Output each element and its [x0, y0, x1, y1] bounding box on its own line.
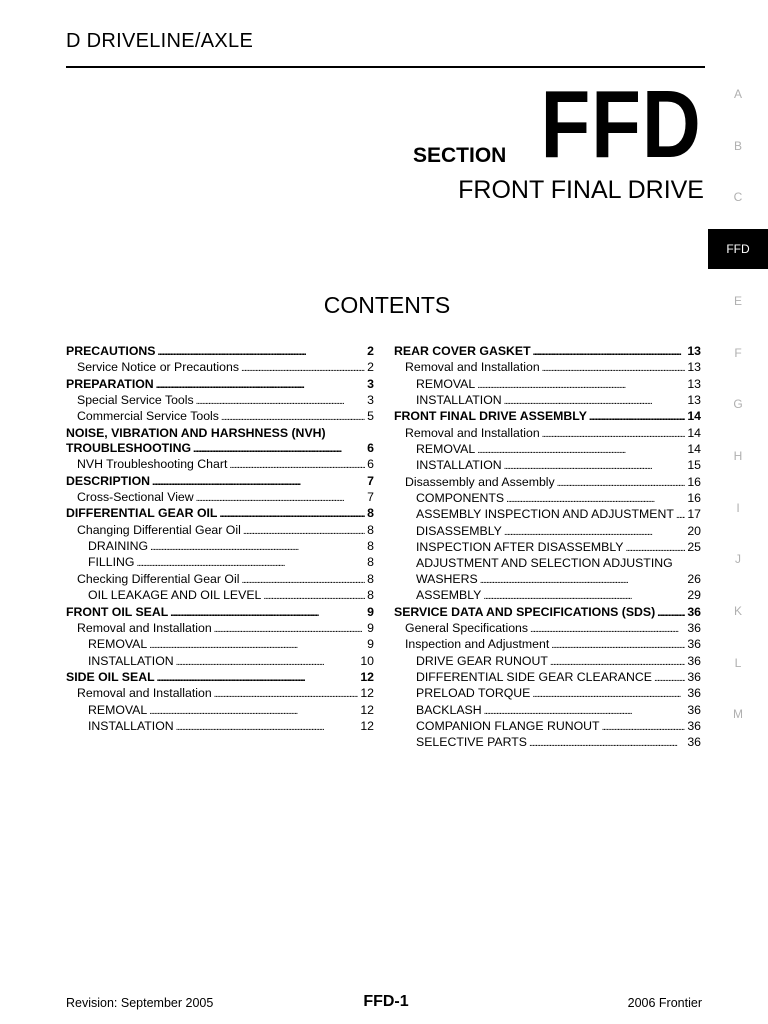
- toc-dot-leader: [542, 426, 686, 442]
- toc-entry-title: REAR COVER GASKET: [394, 344, 531, 358]
- toc-entry-title: ADJUSTMENT AND SELECTION ADJUSTING: [416, 556, 673, 571]
- toc-dot-leader: [542, 360, 686, 376]
- toc-dot-leader: [626, 540, 686, 556]
- toc-dot-leader: [214, 621, 365, 637]
- section-title: FRONT FINAL DRIVE: [458, 176, 704, 204]
- toc-dot-leader: [221, 409, 365, 425]
- toc-entry-title: TROUBLESHOOTING: [66, 441, 192, 456]
- toc-entry-title: REMOVAL: [416, 442, 476, 457]
- toc-entry-page: 13: [687, 360, 701, 375]
- toc-entry-page: 36: [687, 669, 701, 684]
- toc-entry[interactable]: [394, 344, 701, 360]
- toc-dot-leader: [152, 474, 365, 490]
- toc-entry[interactable]: [66, 344, 374, 360]
- toc-entry-page: 2: [367, 360, 374, 375]
- toc-entry[interactable]: [66, 523, 374, 539]
- toc-right-column: [394, 344, 701, 752]
- toc-entry-title: REMOVAL: [88, 637, 148, 652]
- toc-entry-page: 12: [360, 718, 374, 733]
- toc-entry-title: FILLING: [88, 555, 135, 570]
- toc-dot-leader: [196, 490, 366, 506]
- toc-entry-page: 14: [687, 425, 701, 440]
- toc-dot-leader: [529, 735, 685, 751]
- toc-entry-page: 36: [687, 620, 701, 635]
- toc-entry[interactable]: [394, 735, 701, 751]
- side-tab-e[interactable]: E: [733, 293, 742, 308]
- toc-entry[interactable]: [394, 686, 701, 702]
- toc-entry[interactable]: [66, 686, 374, 702]
- toc-entry-page: 36: [687, 653, 701, 668]
- toc-dot-leader: [530, 621, 685, 637]
- toc-entry-title: FRONT OIL SEAL: [66, 604, 169, 619]
- toc-entry-page: 9: [367, 604, 374, 619]
- toc-entry-title: FRONT FINAL DRIVE ASSEMBLY: [394, 409, 587, 424]
- toc-entry-page: 6: [367, 441, 374, 456]
- toc-dot-leader: [550, 654, 685, 670]
- toc-entry[interactable]: [66, 409, 374, 425]
- toc-entry-title: Cross-Sectional View: [77, 490, 194, 505]
- toc-dot-leader: [477, 377, 685, 393]
- toc-entry-page: 13: [687, 393, 701, 408]
- footer-model: 2006 Frontier: [627, 996, 702, 1010]
- toc-entry[interactable]: [394, 360, 701, 376]
- toc-dot-leader: [504, 458, 686, 474]
- toc-entry[interactable]: [66, 572, 374, 588]
- toc-entry-page: 36: [687, 604, 701, 619]
- toc-entry-title: COMPONENTS: [416, 491, 505, 506]
- side-tab-ffd[interactable]: FFD: [708, 229, 768, 269]
- toc-dot-leader: [149, 637, 365, 653]
- toc-entry[interactable]: [66, 555, 374, 571]
- toc-dot-leader: [483, 588, 685, 604]
- toc-entry[interactable]: [66, 377, 374, 393]
- toc-entry-page: 15: [687, 458, 701, 473]
- toc-entry-title: Checking Differential Gear Oil: [77, 571, 240, 586]
- toc-dot-leader: [196, 393, 366, 409]
- side-tab-b[interactable]: B: [733, 138, 742, 153]
- toc-dot-leader: [229, 457, 365, 473]
- toc-entry-title: Changing Differential Gear Oil: [77, 522, 241, 537]
- toc-dot-leader: [657, 605, 685, 621]
- side-tab-a[interactable]: A: [733, 87, 742, 101]
- toc-entry[interactable]: [394, 621, 701, 637]
- toc-entry-page: 2: [367, 344, 374, 358]
- toc-dot-leader: [504, 524, 685, 540]
- toc-entry-title: SERVICE DATA AND SPECIFICATIONS (SDS): [394, 604, 656, 619]
- toc-dot-leader: [214, 686, 359, 702]
- toc-entry-title: Disassembly and Assembly: [405, 474, 555, 489]
- toc-dot-leader: [156, 377, 365, 393]
- toc-entry-title: NOISE, VIBRATION AND HARSHNESS (NVH): [66, 425, 326, 440]
- toc-entry-title: ASSEMBLY INSPECTION AND ADJUSTMENT: [416, 507, 674, 522]
- toc-entry[interactable]: [66, 441, 374, 457]
- toc-dot-leader: [506, 491, 685, 507]
- toc-entry-page: 8: [367, 555, 374, 570]
- section-code: FFD: [540, 71, 702, 178]
- toc-dot-leader: [193, 441, 365, 457]
- toc-dot-leader: [243, 523, 365, 539]
- toc-entry-title: INSTALLATION: [88, 653, 174, 668]
- toc-dot-leader: [654, 670, 685, 686]
- toc-dot-leader: [150, 539, 365, 555]
- toc-entry-page: 5: [367, 409, 374, 424]
- toc-entry-page: 10: [360, 653, 374, 668]
- toc-dot-leader: [241, 360, 365, 376]
- toc-entry[interactable]: [66, 621, 374, 637]
- toc-entry[interactable]: [66, 506, 374, 522]
- toc-entry-page: 36: [687, 702, 701, 717]
- toc-dot-leader: [533, 344, 686, 360]
- toc-dot-leader: [504, 393, 686, 409]
- toc-dot-leader: [176, 654, 359, 670]
- toc-entry-page: 16: [687, 474, 701, 489]
- contents-heading: CONTENTS: [323, 292, 451, 318]
- toc-dot-leader: [136, 555, 365, 571]
- side-tab-c[interactable]: C: [733, 190, 743, 205]
- toc-entry[interactable]: [394, 409, 701, 425]
- toc-dot-leader: [263, 588, 365, 604]
- toc-entry[interactable]: [66, 670, 374, 686]
- toc-entry-page: 12: [360, 686, 374, 701]
- toc-entry-page: 3: [367, 393, 374, 408]
- toc-entry-title: PRECAUTIONS: [66, 344, 156, 358]
- side-tab-l[interactable]: L: [734, 655, 742, 670]
- toc-entry[interactable]: [394, 654, 701, 670]
- toc-dot-leader: [170, 605, 365, 621]
- toc-entry-title: DRIVE GEAR RUNOUT: [416, 653, 548, 668]
- side-tab-k[interactable]: K: [733, 604, 742, 618]
- toc-entry-title: COMPANION FLANGE RUNOUT: [416, 718, 600, 733]
- section-label: SECTION: [413, 144, 507, 167]
- toc-entry-title: Removal and Installation: [77, 686, 212, 701]
- toc-entry[interactable]: [394, 475, 701, 491]
- toc-entry-page: 25: [687, 540, 701, 555]
- toc-entry[interactable]: [66, 654, 374, 670]
- toc-entry[interactable]: [66, 588, 374, 604]
- toc-entry-title: DRAINING: [88, 539, 149, 554]
- toc-entry[interactable]: [394, 524, 701, 540]
- toc-entry-title: Commercial Service Tools: [77, 409, 219, 424]
- toc-entry-page: 13: [687, 344, 701, 358]
- toc-entry[interactable]: [394, 491, 701, 507]
- toc-dot-leader: [676, 507, 685, 523]
- toc-dot-leader: [157, 670, 359, 686]
- toc-entry-page: 13: [687, 376, 701, 391]
- toc-entry-page: 36: [687, 686, 701, 701]
- toc-entry-page: 9: [367, 637, 374, 652]
- side-tab-f[interactable]: F: [734, 345, 742, 360]
- toc-entry-page: 36: [687, 735, 701, 750]
- toc-entry-page: 26: [687, 571, 701, 586]
- toc-entry-title: DIFFERENTIAL GEAR OIL: [66, 506, 218, 521]
- toc-entry-title: PRELOAD TORQUE: [416, 686, 531, 701]
- toc-entry[interactable]: [394, 393, 701, 409]
- toc-dot-leader: [551, 637, 685, 653]
- toc-entry-page: 20: [687, 523, 701, 538]
- toc-entry-title: Inspection and Adjustment: [405, 637, 550, 652]
- page-header: D DRIVELINE/AXLE: [66, 30, 254, 52]
- toc-entry-title: INSTALLATION: [88, 718, 174, 733]
- toc-entry[interactable]: [66, 474, 374, 490]
- toc-entry-title: OIL LEAKAGE AND OIL LEVEL: [88, 588, 262, 603]
- toc-entry-title: DISASSEMBLY: [416, 523, 502, 538]
- toc-dot-leader: [149, 703, 358, 719]
- toc-entry-title: Special Service Tools: [77, 393, 194, 408]
- toc-entry[interactable]: [394, 426, 701, 442]
- toc-entry-page: 6: [367, 457, 374, 472]
- toc-dot-leader: [241, 572, 365, 588]
- toc-entry-page: 36: [687, 718, 701, 733]
- toc-dot-leader: [480, 572, 686, 588]
- toc-entry[interactable]: [66, 393, 374, 409]
- toc-entry[interactable]: [394, 637, 701, 653]
- toc-entry-title: INSTALLATION: [416, 458, 502, 473]
- toc-entry-title: NVH Troubleshooting Chart: [77, 457, 228, 472]
- toc-entry-page: 16: [687, 491, 701, 506]
- toc-entry[interactable]: [394, 377, 701, 393]
- toc-dot-leader: [589, 409, 685, 425]
- toc-entry-page: 14: [687, 442, 701, 457]
- toc-dot-leader: [219, 506, 365, 522]
- toc-dot-leader: [158, 344, 366, 360]
- toc-entry-title: DIFFERENTIAL SIDE GEAR CLEARANCE: [416, 669, 652, 684]
- toc-entry-title: INSPECTION AFTER DISASSEMBLY: [416, 540, 624, 555]
- toc-entry-title: REMOVAL: [416, 376, 476, 391]
- toc-entry-title: PREPARATION: [66, 376, 154, 391]
- toc-entry-page: 8: [367, 539, 374, 554]
- toc-entry-title: INSTALLATION: [416, 393, 502, 408]
- toc-entry-title: SELECTIVE PARTS: [416, 735, 527, 750]
- toc-entry-page: 9: [367, 620, 374, 635]
- toc-entry-page: 8: [367, 506, 374, 521]
- toc-entry[interactable]: [66, 360, 374, 376]
- toc-dot-leader: [176, 719, 359, 735]
- toc-entry[interactable]: [394, 703, 701, 719]
- toc-entry-title: DESCRIPTION: [66, 473, 151, 488]
- toc-entry-title: REMOVAL: [88, 702, 148, 717]
- toc-entry[interactable]: [394, 605, 701, 621]
- toc-entry[interactable]: [394, 719, 701, 735]
- toc-entry-page: 8: [367, 588, 374, 603]
- toc-entry-page: 3: [367, 376, 374, 391]
- side-tab-g[interactable]: G: [733, 397, 743, 412]
- toc-entry[interactable]: [66, 426, 374, 441]
- toc-entry-title: Removal and Installation: [405, 360, 540, 375]
- toc-left-column: [66, 344, 374, 735]
- toc-entry[interactable]: [394, 670, 701, 686]
- toc-entry-page: 17: [687, 507, 701, 522]
- toc-entry-title: SIDE OIL SEAL: [66, 669, 155, 684]
- toc-entry[interactable]: [394, 556, 701, 571]
- toc-entry[interactable]: [66, 703, 374, 719]
- side-tab-i[interactable]: I: [736, 500, 740, 515]
- footer-revision: Revision: September 2005: [66, 996, 214, 1010]
- toc-dot-leader: [557, 475, 686, 491]
- toc-entry-page: 29: [687, 588, 701, 603]
- toc-dot-leader: [477, 442, 685, 458]
- toc-entry-page: 36: [687, 637, 701, 652]
- toc-entry-title: General Specifications: [405, 620, 529, 635]
- toc-entry[interactable]: [394, 572, 701, 588]
- toc-entry-page: 7: [367, 490, 374, 505]
- toc-entry-page: 12: [360, 669, 374, 684]
- header-rule: [66, 66, 705, 68]
- toc-entry-page: 8: [367, 571, 374, 586]
- toc-entry-page: 12: [360, 702, 374, 717]
- toc-entry[interactable]: [66, 490, 374, 506]
- toc-dot-leader: [602, 719, 686, 735]
- toc-entry[interactable]: [394, 458, 701, 474]
- toc-entry[interactable]: [394, 507, 701, 523]
- toc-entry[interactable]: [66, 457, 374, 473]
- toc-dot-leader: [532, 686, 685, 702]
- toc-dot-leader: [484, 703, 686, 719]
- toc-entry-title: Removal and Installation: [405, 425, 540, 440]
- toc-entry-page: 14: [687, 409, 701, 424]
- toc-entry-page: 7: [367, 473, 374, 488]
- toc-entry[interactable]: [394, 540, 701, 556]
- toc-entry-title: ASSEMBLY: [416, 588, 482, 603]
- toc-entry[interactable]: [66, 719, 374, 735]
- toc-entry[interactable]: [394, 442, 701, 458]
- toc-entry[interactable]: [66, 539, 374, 555]
- toc-entry-page: 8: [367, 522, 374, 537]
- toc-entry[interactable]: [66, 637, 374, 653]
- side-tab-m[interactable]: M: [733, 707, 743, 722]
- side-tab-h[interactable]: H: [733, 448, 743, 463]
- toc-entry-title: Removal and Installation: [77, 620, 212, 635]
- side-tab-j[interactable]: J: [735, 552, 741, 567]
- toc-entry[interactable]: [66, 605, 374, 621]
- footer-page-number: FFD-1: [363, 993, 409, 1010]
- toc-entry-title: Service Notice or Precautions: [77, 360, 239, 375]
- toc-entry[interactable]: [394, 588, 701, 604]
- toc-entry-title: BACKLASH: [416, 702, 482, 717]
- toc-entry-title: WASHERS: [416, 571, 478, 586]
